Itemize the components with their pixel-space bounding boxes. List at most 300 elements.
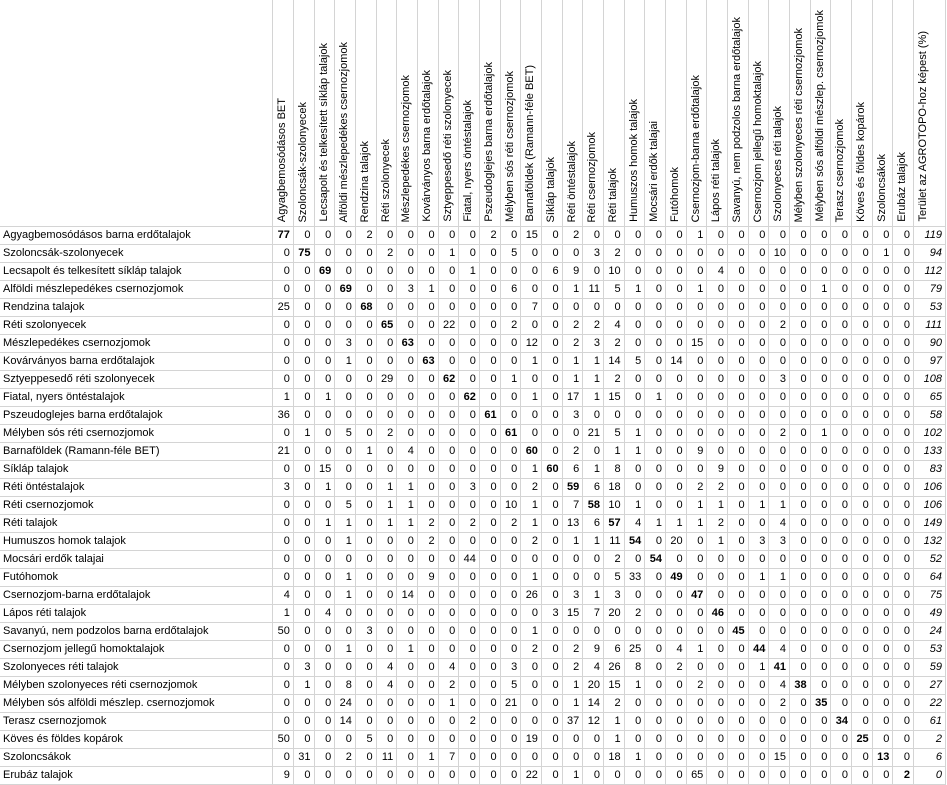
value-cell: 0 xyxy=(810,353,831,371)
column-header-label: Humuszos homok talajok xyxy=(627,99,640,222)
value-cell: 11 xyxy=(376,749,397,767)
value-cell: 0 xyxy=(790,299,811,317)
value-cell: 0 xyxy=(707,335,728,353)
value-cell: 2 xyxy=(459,713,480,731)
area-percent-cell: 83 xyxy=(914,461,946,479)
value-cell: 1 xyxy=(376,497,397,515)
value-cell: 0 xyxy=(727,587,748,605)
value-cell: 0 xyxy=(831,281,852,299)
area-percent-cell: 90 xyxy=(914,335,946,353)
value-cell: 3 xyxy=(541,605,562,623)
value-cell: 24 xyxy=(335,695,356,713)
value-cell: 65 xyxy=(686,767,707,785)
row-label: Köves és földes kopárok xyxy=(0,731,273,749)
value-cell: 0 xyxy=(355,281,376,299)
value-cell: 0 xyxy=(417,605,438,623)
value-cell: 0 xyxy=(314,695,335,713)
value-cell: 0 xyxy=(872,659,893,677)
value-cell: 0 xyxy=(872,713,893,731)
value-cell: 0 xyxy=(624,407,645,425)
value-cell: 1 xyxy=(583,389,604,407)
value-cell: 0 xyxy=(893,263,914,281)
value-cell: 3 xyxy=(769,533,790,551)
value-cell: 0 xyxy=(541,551,562,569)
value-cell: 0 xyxy=(459,695,480,713)
value-cell: 0 xyxy=(541,515,562,533)
value-cell: 0 xyxy=(852,677,873,695)
value-cell: 0 xyxy=(397,533,418,551)
value-cell: 1 xyxy=(686,641,707,659)
value-cell: 1 xyxy=(355,443,376,461)
value-cell: 0 xyxy=(438,533,459,551)
value-cell: 0 xyxy=(810,677,831,695)
value-cell: 1 xyxy=(686,227,707,245)
value-cell: 8 xyxy=(624,659,645,677)
column-header-label: Lecsapolt és telkesített síkláp talajok xyxy=(317,43,330,222)
value-cell: 1 xyxy=(624,443,645,461)
row-label: Csernozjom-barna erdőtalajok xyxy=(0,587,273,605)
value-cell: 0 xyxy=(376,227,397,245)
value-cell: 0 xyxy=(790,749,811,767)
area-percent-cell: 64 xyxy=(914,569,946,587)
value-cell: 0 xyxy=(459,767,480,785)
value-cell: 0 xyxy=(831,479,852,497)
corner-cell xyxy=(0,0,273,227)
value-cell: 0 xyxy=(893,317,914,335)
row-label: Futóhomok xyxy=(0,569,273,587)
value-cell: 0 xyxy=(645,317,666,335)
value-cell: 0 xyxy=(479,299,500,317)
value-cell: 0 xyxy=(852,263,873,281)
value-cell: 9 xyxy=(273,767,294,785)
value-cell: 0 xyxy=(459,317,480,335)
value-cell: 0 xyxy=(376,389,397,407)
value-cell: 14 xyxy=(583,695,604,713)
value-cell: 0 xyxy=(479,281,500,299)
value-cell: 0 xyxy=(893,461,914,479)
value-cell: 13 xyxy=(562,515,583,533)
row-label: Lecsapolt és telkesített síkláp talajok xyxy=(0,263,273,281)
value-cell: 0 xyxy=(645,623,666,641)
value-cell: 0 xyxy=(707,641,728,659)
column-header xyxy=(603,0,624,227)
value-cell: 0 xyxy=(769,353,790,371)
value-cell: 0 xyxy=(831,605,852,623)
value-cell: 0 xyxy=(790,443,811,461)
table-row xyxy=(0,407,946,425)
value-cell: 0 xyxy=(893,497,914,515)
value-cell: 0 xyxy=(293,263,314,281)
value-cell: 1 xyxy=(810,425,831,443)
column-header-label: Réti szolonyecek xyxy=(379,138,392,222)
value-cell: 0 xyxy=(790,389,811,407)
value-cell: 1 xyxy=(500,371,521,389)
value-cell: 0 xyxy=(769,461,790,479)
value-cell: 0 xyxy=(748,551,769,569)
value-cell: 0 xyxy=(893,641,914,659)
value-cell: 10 xyxy=(769,245,790,263)
value-cell: 0 xyxy=(665,299,686,317)
table-row xyxy=(0,569,946,587)
value-cell: 0 xyxy=(645,443,666,461)
value-cell: 14 xyxy=(665,353,686,371)
value-cell: 2 xyxy=(521,641,542,659)
value-cell: 0 xyxy=(335,389,356,407)
value-cell: 19 xyxy=(521,731,542,749)
value-cell: 0 xyxy=(293,587,314,605)
value-cell: 0 xyxy=(686,731,707,749)
value-cell: 0 xyxy=(665,443,686,461)
value-cell: 2 xyxy=(562,659,583,677)
value-cell: 0 xyxy=(624,227,645,245)
value-cell: 0 xyxy=(893,227,914,245)
value-cell: 0 xyxy=(624,767,645,785)
value-cell: 0 xyxy=(314,551,335,569)
value-cell: 0 xyxy=(314,317,335,335)
value-cell: 0 xyxy=(624,461,645,479)
column-header-label: Köves és földes kopárok xyxy=(855,102,868,222)
column-header-label: Pszeudoglejes barna erdőtalajok xyxy=(482,62,495,222)
value-cell: 0 xyxy=(665,461,686,479)
value-cell: 3 xyxy=(293,659,314,677)
value-cell: 0 xyxy=(852,425,873,443)
value-cell: 0 xyxy=(521,407,542,425)
value-cell: 0 xyxy=(810,389,831,407)
value-cell: 0 xyxy=(665,407,686,425)
value-cell: 2 xyxy=(769,317,790,335)
value-cell: 0 xyxy=(727,659,748,677)
value-cell: 1 xyxy=(521,515,542,533)
value-cell: 0 xyxy=(707,443,728,461)
value-cell: 0 xyxy=(727,713,748,731)
value-cell: 0 xyxy=(583,443,604,461)
value-cell: 15 xyxy=(562,605,583,623)
value-cell: 0 xyxy=(893,281,914,299)
value-cell: 0 xyxy=(790,695,811,713)
value-cell: 0 xyxy=(438,353,459,371)
diagonal-value-cell: 54 xyxy=(624,533,645,551)
value-cell: 2 xyxy=(603,245,624,263)
value-cell: 0 xyxy=(852,623,873,641)
value-cell: 0 xyxy=(541,371,562,389)
value-cell: 44 xyxy=(459,551,480,569)
value-cell: 0 xyxy=(748,695,769,713)
row-label: Erubáz talajok xyxy=(0,767,273,785)
value-cell: 0 xyxy=(872,569,893,587)
value-cell: 0 xyxy=(831,551,852,569)
value-cell: 0 xyxy=(293,317,314,335)
table-row xyxy=(0,497,946,515)
value-cell: 0 xyxy=(831,587,852,605)
value-cell: 11 xyxy=(583,281,604,299)
column-header xyxy=(479,0,500,227)
value-cell: 22 xyxy=(521,767,542,785)
value-cell: 0 xyxy=(748,263,769,281)
value-cell: 0 xyxy=(769,407,790,425)
diagonal-value-cell: 58 xyxy=(583,497,604,515)
value-cell: 0 xyxy=(624,587,645,605)
value-cell: 0 xyxy=(831,227,852,245)
value-cell: 2 xyxy=(562,335,583,353)
value-cell: 0 xyxy=(583,407,604,425)
value-cell: 0 xyxy=(397,389,418,407)
column-header xyxy=(397,0,418,227)
value-cell: 0 xyxy=(707,749,728,767)
value-cell: 0 xyxy=(583,623,604,641)
row-label: Fiatal, nyers öntéstalajok xyxy=(0,389,273,407)
value-cell: 0 xyxy=(438,461,459,479)
value-cell: 0 xyxy=(748,299,769,317)
value-cell: 0 xyxy=(479,353,500,371)
value-cell: 0 xyxy=(459,677,480,695)
value-cell: 0 xyxy=(273,425,294,443)
value-cell: 0 xyxy=(355,551,376,569)
value-cell: 0 xyxy=(355,371,376,389)
value-cell: 0 xyxy=(438,569,459,587)
value-cell: 0 xyxy=(727,515,748,533)
value-cell: 0 xyxy=(748,245,769,263)
value-cell: 0 xyxy=(355,533,376,551)
value-cell: 0 xyxy=(727,767,748,785)
value-cell: 0 xyxy=(727,695,748,713)
value-cell: 0 xyxy=(541,587,562,605)
value-cell: 18 xyxy=(603,749,624,767)
value-cell: 0 xyxy=(355,605,376,623)
row-label: Csernozjom jellegű homoktalajok xyxy=(0,641,273,659)
table-row xyxy=(0,245,946,263)
value-cell: 0 xyxy=(355,677,376,695)
column-header xyxy=(727,0,748,227)
value-cell: 0 xyxy=(500,389,521,407)
value-cell: 0 xyxy=(872,767,893,785)
area-percent-cell: 6 xyxy=(914,749,946,767)
value-cell: 3 xyxy=(355,623,376,641)
value-cell: 0 xyxy=(293,623,314,641)
value-cell: 0 xyxy=(727,227,748,245)
value-cell: 0 xyxy=(459,353,480,371)
value-cell: 0 xyxy=(852,461,873,479)
value-cell: 0 xyxy=(831,659,852,677)
value-cell: 0 xyxy=(831,389,852,407)
value-cell: 0 xyxy=(645,731,666,749)
value-cell: 0 xyxy=(273,749,294,767)
value-cell: 0 xyxy=(293,389,314,407)
value-cell: 9 xyxy=(583,641,604,659)
value-cell: 0 xyxy=(459,605,480,623)
value-cell: 0 xyxy=(852,371,873,389)
value-cell: 0 xyxy=(810,317,831,335)
value-cell: 0 xyxy=(541,713,562,731)
value-cell: 0 xyxy=(314,659,335,677)
value-cell: 0 xyxy=(521,425,542,443)
table-row xyxy=(0,281,946,299)
value-cell: 9 xyxy=(417,569,438,587)
value-cell: 0 xyxy=(893,389,914,407)
value-cell: 0 xyxy=(790,263,811,281)
value-cell: 0 xyxy=(521,659,542,677)
value-cell: 0 xyxy=(355,767,376,785)
value-cell: 0 xyxy=(707,299,728,317)
value-cell: 0 xyxy=(748,713,769,731)
value-cell: 7 xyxy=(562,497,583,515)
value-cell: 0 xyxy=(541,389,562,407)
value-cell: 0 xyxy=(707,731,728,749)
value-cell: 0 xyxy=(645,461,666,479)
value-cell: 0 xyxy=(355,641,376,659)
value-cell: 0 xyxy=(459,641,480,659)
value-cell: 0 xyxy=(438,641,459,659)
diagonal-value-cell: 34 xyxy=(831,713,852,731)
value-cell: 15 xyxy=(603,677,624,695)
value-cell: 0 xyxy=(624,371,645,389)
value-cell: 0 xyxy=(479,443,500,461)
value-cell: 0 xyxy=(500,569,521,587)
value-cell: 0 xyxy=(810,263,831,281)
value-cell: 0 xyxy=(459,227,480,245)
value-cell: 0 xyxy=(810,335,831,353)
value-cell: 0 xyxy=(459,461,480,479)
value-cell: 1 xyxy=(335,569,356,587)
diagonal-value-cell: 63 xyxy=(397,335,418,353)
value-cell: 0 xyxy=(893,731,914,749)
row-label: Mélyben szolonyeces réti csernozjomok xyxy=(0,677,273,695)
value-cell: 0 xyxy=(707,371,728,389)
row-label: Réti talajok xyxy=(0,515,273,533)
value-cell: 0 xyxy=(624,713,645,731)
value-cell: 0 xyxy=(355,245,376,263)
table-row xyxy=(0,479,946,497)
value-cell: 0 xyxy=(831,263,852,281)
value-cell: 0 xyxy=(603,299,624,317)
value-cell: 0 xyxy=(872,461,893,479)
value-cell: 0 xyxy=(438,623,459,641)
value-cell: 0 xyxy=(624,731,645,749)
value-cell: 0 xyxy=(541,317,562,335)
row-label: Réti szolonyecek xyxy=(0,317,273,335)
value-cell: 0 xyxy=(417,677,438,695)
value-cell: 0 xyxy=(293,569,314,587)
diagonal-value-cell: 2 xyxy=(893,767,914,785)
value-cell: 1 xyxy=(314,479,335,497)
value-cell: 0 xyxy=(335,461,356,479)
area-percent-cell: 58 xyxy=(914,407,946,425)
value-cell: 0 xyxy=(707,425,728,443)
value-cell: 12 xyxy=(521,335,542,353)
area-percent-cell: 102 xyxy=(914,425,946,443)
value-cell: 0 xyxy=(500,641,521,659)
value-cell: 0 xyxy=(459,281,480,299)
column-header-label: Kovárványos barna erdőtalajok xyxy=(420,70,433,222)
value-cell: 0 xyxy=(273,245,294,263)
value-cell: 0 xyxy=(293,227,314,245)
row-label: Humuszos homok talajok xyxy=(0,533,273,551)
value-cell: 0 xyxy=(790,227,811,245)
value-cell: 0 xyxy=(562,749,583,767)
value-cell: 15 xyxy=(314,461,335,479)
value-cell: 20 xyxy=(583,677,604,695)
value-cell: 0 xyxy=(541,677,562,695)
value-cell: 0 xyxy=(645,749,666,767)
value-cell: 0 xyxy=(500,227,521,245)
value-cell: 0 xyxy=(686,713,707,731)
value-cell: 0 xyxy=(893,659,914,677)
table-row xyxy=(0,767,946,785)
value-cell: 1 xyxy=(521,461,542,479)
value-cell: 0 xyxy=(831,569,852,587)
value-cell: 0 xyxy=(417,371,438,389)
value-cell: 0 xyxy=(686,353,707,371)
table-row xyxy=(0,353,946,371)
value-cell: 0 xyxy=(459,371,480,389)
value-cell: 0 xyxy=(583,551,604,569)
value-cell: 0 xyxy=(645,569,666,587)
diagonal-value-cell: 25 xyxy=(852,731,873,749)
value-cell: 0 xyxy=(872,299,893,317)
column-header-label: Terület az AGROTOPO-hoz képest (%) xyxy=(917,31,930,222)
value-cell: 0 xyxy=(624,623,645,641)
value-cell: 0 xyxy=(417,425,438,443)
value-cell: 0 xyxy=(293,335,314,353)
value-cell: 0 xyxy=(893,479,914,497)
value-cell: 0 xyxy=(500,461,521,479)
row-label: Alföldi mészlepedékes csernozjomok xyxy=(0,281,273,299)
value-cell: 1 xyxy=(314,389,335,407)
value-cell: 0 xyxy=(893,353,914,371)
value-cell: 6 xyxy=(541,263,562,281)
value-cell: 17 xyxy=(562,389,583,407)
value-cell: 0 xyxy=(355,461,376,479)
value-cell: 0 xyxy=(521,677,542,695)
value-cell: 0 xyxy=(500,551,521,569)
value-cell: 0 xyxy=(727,263,748,281)
value-cell: 0 xyxy=(355,515,376,533)
column-header-label: Réti öntéstalajok xyxy=(565,140,578,222)
value-cell: 0 xyxy=(624,551,645,569)
area-percent-cell: 59 xyxy=(914,659,946,677)
value-cell: 0 xyxy=(521,263,542,281)
value-cell: 0 xyxy=(831,515,852,533)
value-cell: 0 xyxy=(893,299,914,317)
value-cell: 50 xyxy=(273,731,294,749)
value-cell: 0 xyxy=(397,227,418,245)
value-cell: 0 xyxy=(459,749,480,767)
value-cell: 0 xyxy=(521,749,542,767)
value-cell: 0 xyxy=(893,245,914,263)
value-cell: 0 xyxy=(376,713,397,731)
value-cell: 0 xyxy=(790,371,811,389)
value-cell: 0 xyxy=(872,731,893,749)
value-cell: 2 xyxy=(583,317,604,335)
value-cell: 0 xyxy=(831,317,852,335)
value-cell: 0 xyxy=(872,641,893,659)
value-cell: 1 xyxy=(748,569,769,587)
value-cell: 1 xyxy=(459,263,480,281)
value-cell: 0 xyxy=(872,695,893,713)
value-cell: 0 xyxy=(852,299,873,317)
value-cell: 0 xyxy=(500,713,521,731)
value-cell: 0 xyxy=(665,677,686,695)
value-cell: 1 xyxy=(521,497,542,515)
value-cell: 1 xyxy=(769,497,790,515)
value-cell: 0 xyxy=(872,281,893,299)
diagonal-value-cell: 35 xyxy=(810,695,831,713)
value-cell: 0 xyxy=(500,479,521,497)
value-cell: 0 xyxy=(645,371,666,389)
value-cell: 0 xyxy=(665,389,686,407)
column-header xyxy=(769,0,790,227)
value-cell: 0 xyxy=(893,605,914,623)
value-cell: 0 xyxy=(417,551,438,569)
